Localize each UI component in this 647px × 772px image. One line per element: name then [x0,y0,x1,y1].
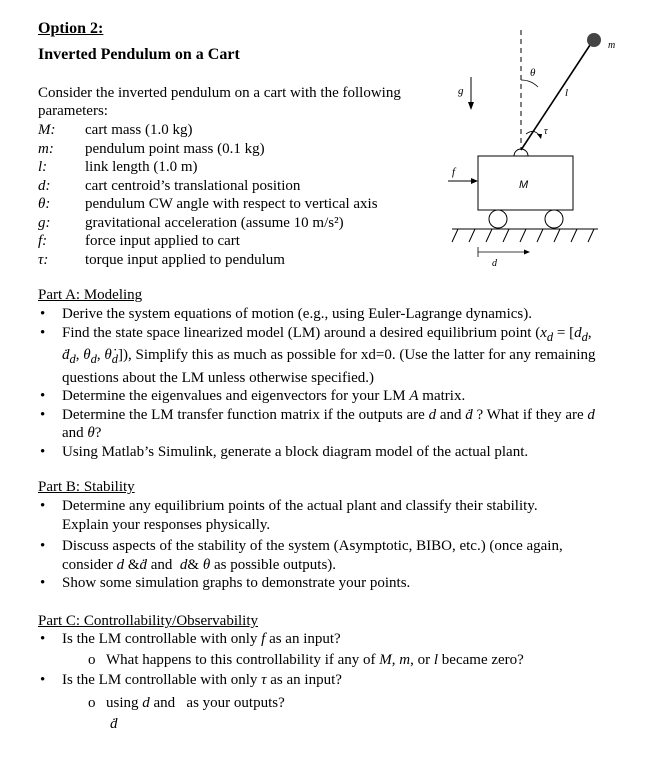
list-item: • Show some simulation graphs to demonstrate your points. [38,574,578,593]
part-c-list [38,630,598,649]
option-title: Option 2: [38,20,104,37]
mass-label: m [608,40,616,51]
list-item: • Discuss aspects of the stability of the system (Asymptotic, BIBO, etc.) (once again, consider d &ḋ and d& θ as possible outputs). [38,537,578,574]
sub-list-item: o using d and as your outputs? [88,695,285,711]
length-label: l [565,87,569,99]
part-b-list [38,497,578,593]
pendulum-cart-diagram [448,22,638,277]
page-title: Inverted Pendulum on a Cart [38,46,240,63]
gravity-arrowhead [468,102,474,110]
force-label: f [452,166,456,178]
part-a-heading: Part A: Modeling [38,287,143,303]
list-item: • Find the state space linearized model (LM) around a desired equilibrium point ($x_d = [d_d$, ḋ$_d$, $\theta_d$, $\thetȧ_d$]), Simplify this as much as possible for xd=0. (Use the latter for any remaining questions about the LM unless otherwise specified.) [38,324,608,388]
force-arrowhead [471,178,478,184]
d-arrowhead [524,250,530,255]
part-c-list-2 [38,671,598,690]
list-item: • Using Matlab’s Simulink, generate a block diagram model of the actual plant. [38,443,608,462]
sub-list-item: o What happens to this controllability if any of M, m, or l became zero? [88,652,524,668]
part-a-list [38,305,608,461]
list-item: • Is the LM controllable with only τ as an input? [38,671,598,690]
theta-label: θ [530,67,536,79]
pivot [514,149,528,156]
list-item: • Is the LM controllable with only f as an input? [38,630,598,649]
torque-arrowhead [537,134,542,139]
pendulum-rod [521,42,592,150]
left-wheel [489,210,507,228]
d-dot-symbol: ḋ [110,716,118,732]
gravity-label: g [458,85,464,97]
right-wheel [545,210,563,228]
part-c-heading: Part C: Controllability/Observability [38,613,258,629]
part-b-heading: Part B: Stability [38,479,135,495]
torque-label: τ [544,126,548,137]
list-item: • Determine the eigenvalues and eigenvectors for your LM A matrix. [38,387,608,406]
list-item: • Determine the LM transfer function matrix if the outputs are d and ḋ ? What if they are d and θ? [38,406,608,443]
list-item: • Derive the system equations of motion (e.g., using Euler-Lagrange dynamics). [38,305,608,324]
ground-hatch [452,229,594,242]
d-label: d [492,258,497,269]
theta-arc [521,80,538,87]
pendulum-mass [587,33,601,47]
list-item: • Determine any equilibrium points of the actual plant and classify their stability. Explain your responses physically. [38,497,578,534]
cart-mass-label: M [519,179,529,191]
intro-text: Consider the inverted pendulum on a cart with the following parameters: [38,85,401,119]
